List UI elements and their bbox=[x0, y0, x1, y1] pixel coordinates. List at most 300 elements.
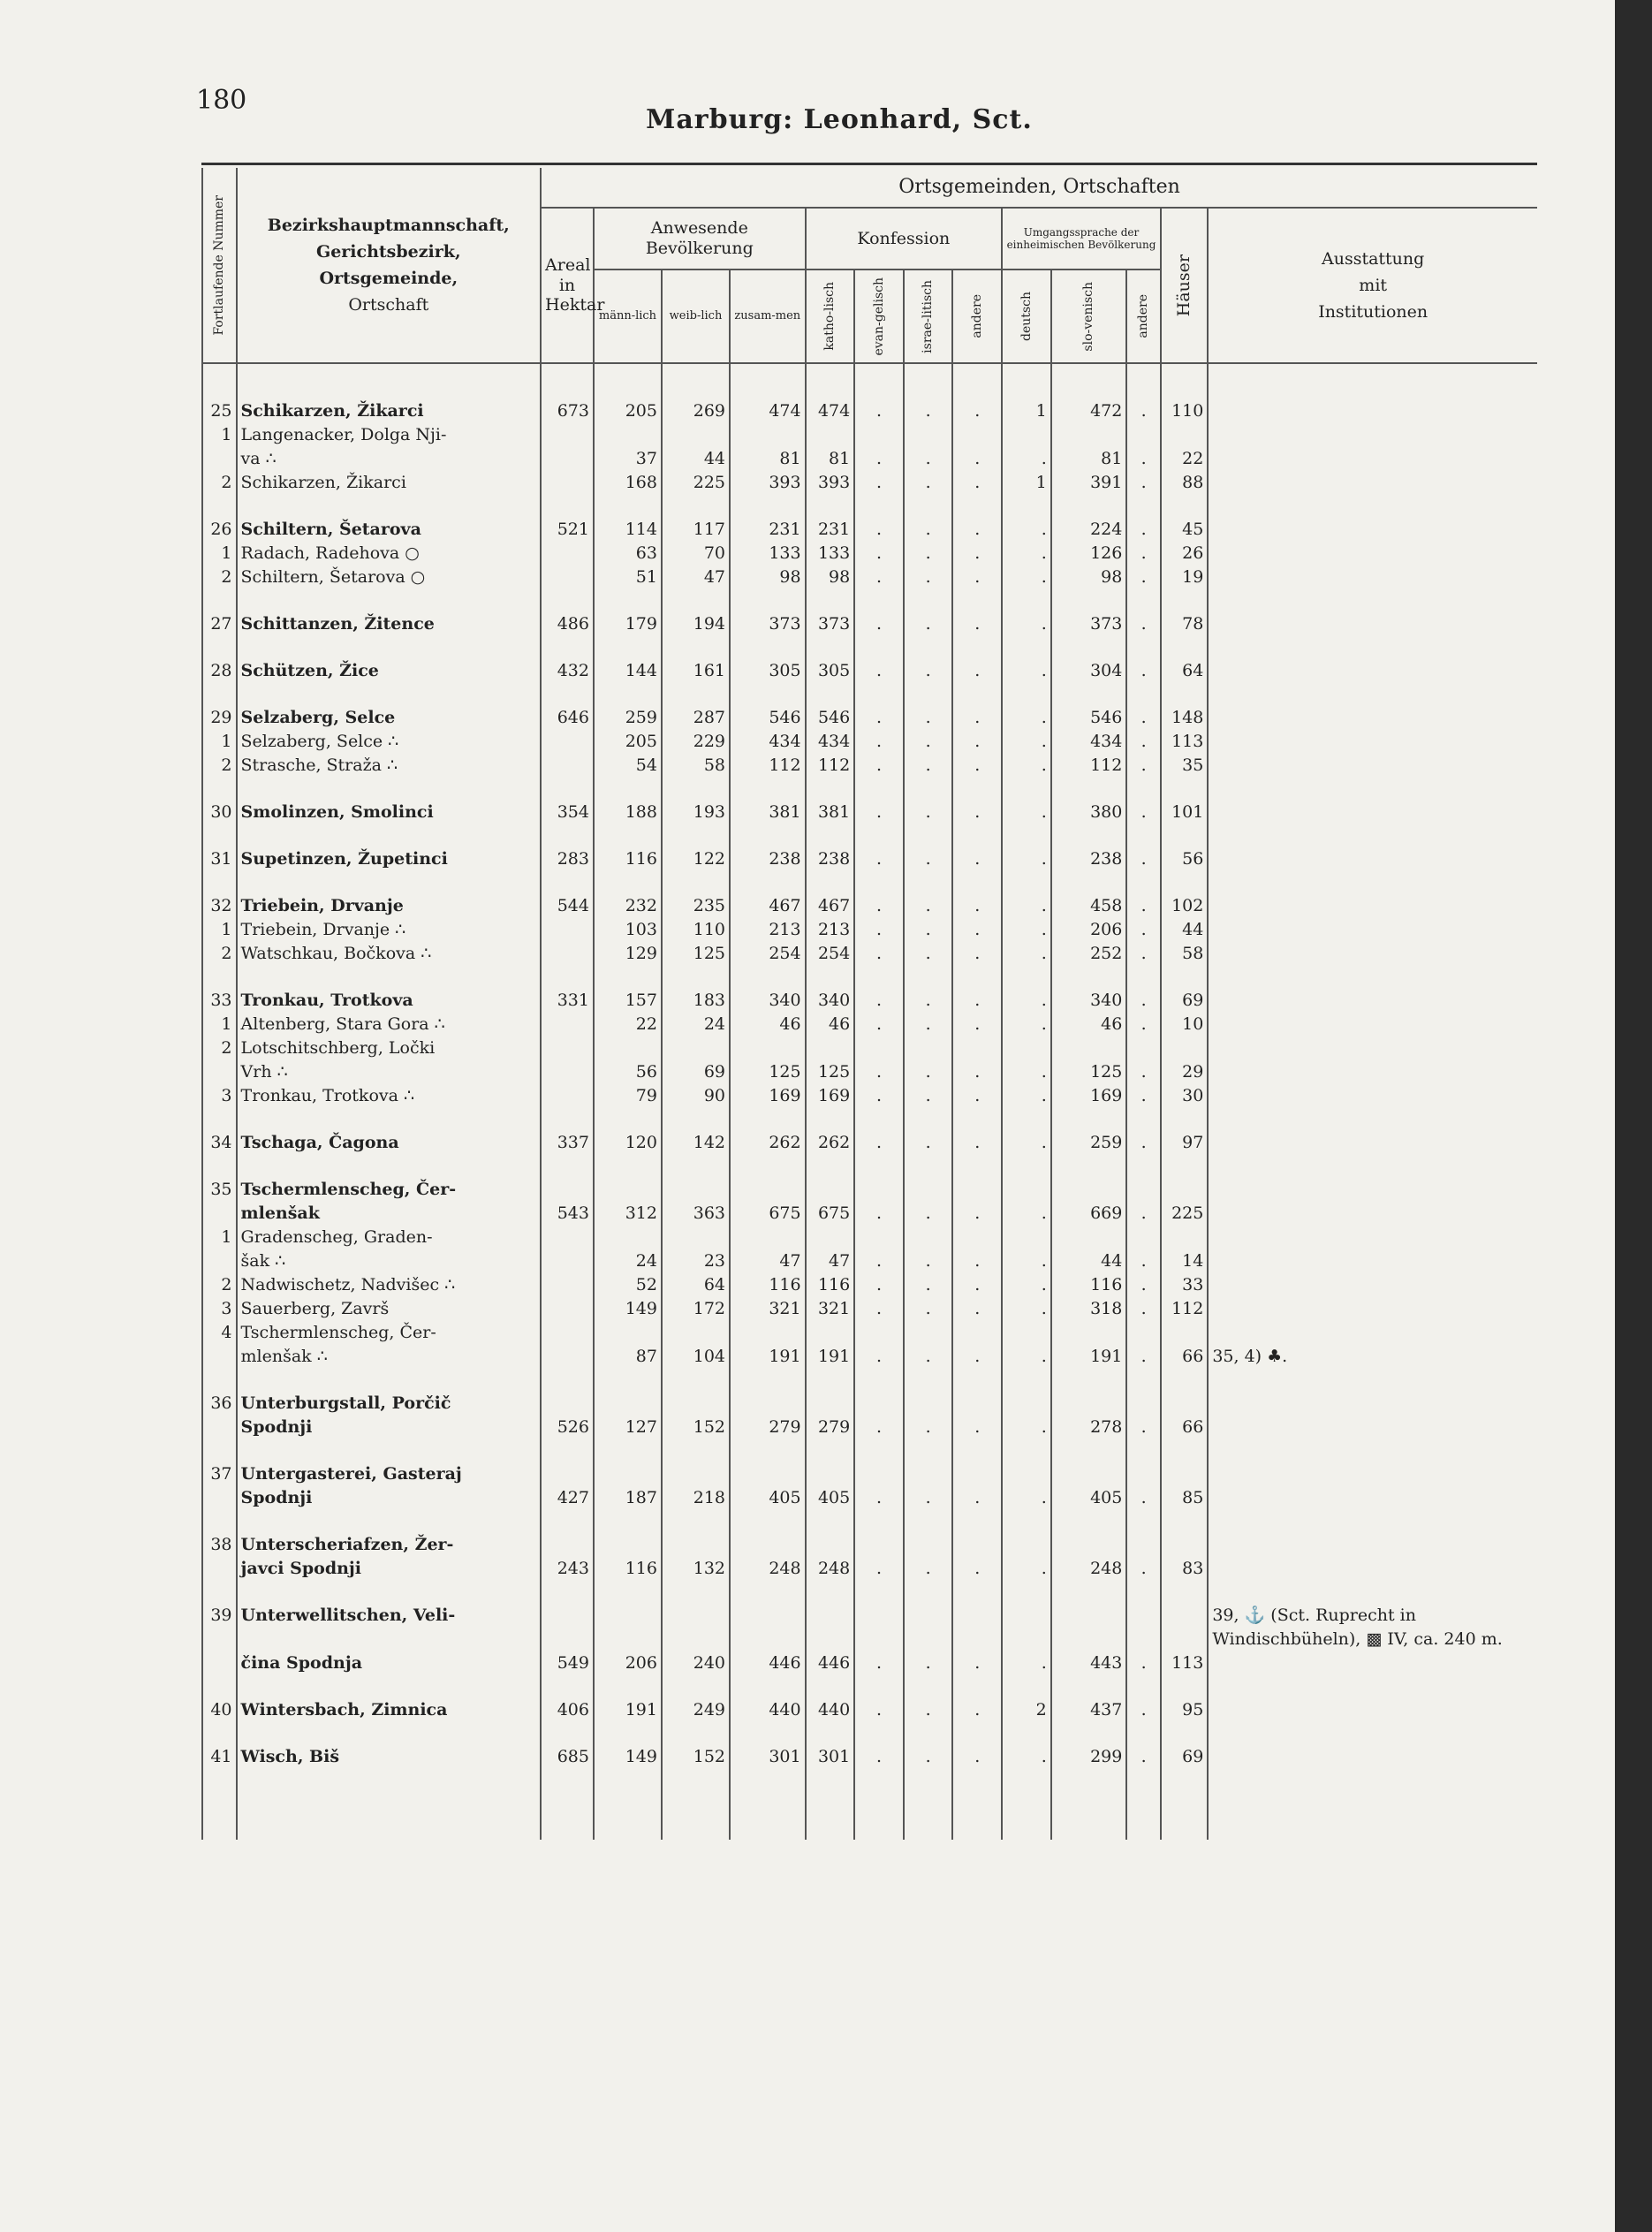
cell-e bbox=[854, 1392, 904, 1416]
cell-k: 116 bbox=[806, 1273, 855, 1297]
cell-m: 312 bbox=[594, 1202, 662, 1226]
cell-i: . bbox=[904, 1557, 953, 1581]
cell-n: 4 bbox=[202, 1321, 237, 1345]
cell-name: Spodnji bbox=[237, 1486, 542, 1510]
cell-z: 546 bbox=[730, 706, 806, 730]
cell-z bbox=[730, 1533, 806, 1557]
cell-ausstattung bbox=[1208, 1226, 1537, 1249]
cell-x: . bbox=[1126, 1273, 1161, 1297]
cell-name: Unterburgstall, Porčič bbox=[237, 1392, 542, 1416]
cell-e: . bbox=[854, 1557, 904, 1581]
cell-a bbox=[541, 1462, 594, 1486]
cell-x: . bbox=[1126, 399, 1161, 423]
table-row bbox=[202, 1249, 1537, 1273]
cell-z bbox=[730, 1178, 806, 1202]
table-row bbox=[202, 1178, 1537, 1202]
cell-e: . bbox=[854, 659, 904, 683]
cell-o bbox=[952, 1462, 1002, 1486]
cell-k: 47 bbox=[806, 1249, 855, 1273]
cell-k bbox=[806, 1533, 855, 1557]
cell-e bbox=[854, 1226, 904, 1249]
cell-i: . bbox=[904, 471, 953, 495]
cell-m: 24 bbox=[594, 1249, 662, 1273]
cell-w: 104 bbox=[662, 1345, 730, 1369]
cell-a: 673 bbox=[541, 399, 594, 423]
cell-ausstattung bbox=[1208, 730, 1537, 754]
cell-h: 10 bbox=[1161, 1013, 1208, 1036]
cell-o: . bbox=[952, 1416, 1002, 1439]
cell-name: Tschaga, Čagona bbox=[237, 1131, 542, 1155]
cell-e: . bbox=[854, 1486, 904, 1510]
cell-z: 46 bbox=[730, 1013, 806, 1036]
cell-m bbox=[594, 1604, 662, 1651]
cell-h bbox=[1161, 1178, 1208, 1202]
cell-h: 66 bbox=[1161, 1345, 1208, 1369]
cell-h: 102 bbox=[1161, 894, 1208, 918]
cell-o: . bbox=[952, 730, 1002, 754]
cell-d: . bbox=[1002, 989, 1051, 1013]
cell-h: 113 bbox=[1161, 730, 1208, 754]
col-evangelisch: evan-gelisch bbox=[854, 270, 904, 363]
cell-e: . bbox=[854, 918, 904, 942]
cell-o: . bbox=[952, 1745, 1002, 1769]
cell-w bbox=[662, 1604, 730, 1651]
cell-h: 29 bbox=[1161, 1060, 1208, 1084]
cell-x: . bbox=[1126, 801, 1161, 824]
cell-x: . bbox=[1126, 542, 1161, 566]
table-row bbox=[202, 471, 1537, 495]
cell-name: Schikarzen, Žikarci bbox=[237, 399, 542, 423]
cell-k: 279 bbox=[806, 1416, 855, 1439]
cell-m: 168 bbox=[594, 471, 662, 495]
cell-ausstattung bbox=[1208, 942, 1537, 966]
cell-a: 646 bbox=[541, 706, 594, 730]
cell-e: . bbox=[854, 399, 904, 423]
cell-ausstattung bbox=[1208, 1486, 1537, 1510]
cell-a bbox=[541, 918, 594, 942]
cell-h: 83 bbox=[1161, 1557, 1208, 1581]
cell-m: 187 bbox=[594, 1486, 662, 1510]
table-row bbox=[202, 542, 1537, 566]
cell-s bbox=[1051, 1604, 1127, 1651]
table-row bbox=[202, 659, 1537, 683]
cell-a: 549 bbox=[541, 1651, 594, 1675]
cell-d: . bbox=[1002, 1345, 1051, 1369]
col-israelitisch: israe-litisch bbox=[904, 270, 953, 363]
cell-z: 675 bbox=[730, 1202, 806, 1226]
cell-m bbox=[594, 1533, 662, 1557]
cell-w: 90 bbox=[662, 1084, 730, 1108]
cell-a bbox=[541, 542, 594, 566]
cell-ausstattung bbox=[1208, 399, 1537, 423]
cell-o: . bbox=[952, 542, 1002, 566]
cell-m: 37 bbox=[594, 447, 662, 471]
cell-d bbox=[1002, 1321, 1051, 1345]
cell-o: . bbox=[952, 1651, 1002, 1675]
cell-i bbox=[904, 1604, 953, 1651]
cell-name: čina Spodnja bbox=[237, 1651, 542, 1675]
cell-name: Tschermlenscheg, Čer- bbox=[237, 1178, 542, 1202]
cell-a bbox=[541, 1345, 594, 1369]
cell-s: 299 bbox=[1051, 1745, 1127, 1769]
cell-w: 69 bbox=[662, 1060, 730, 1084]
cell-k: 340 bbox=[806, 989, 855, 1013]
cell-d: . bbox=[1002, 730, 1051, 754]
cell-m bbox=[594, 1178, 662, 1202]
table-row bbox=[202, 1226, 1537, 1249]
cell-n: 36 bbox=[202, 1392, 237, 1416]
cell-z: 248 bbox=[730, 1557, 806, 1581]
table-row bbox=[202, 518, 1537, 542]
cell-i: . bbox=[904, 989, 953, 1013]
cell-name: mlenšak bbox=[237, 1202, 542, 1226]
cell-ausstattung bbox=[1208, 1013, 1537, 1036]
cell-o: . bbox=[952, 518, 1002, 542]
cell-ausstattung bbox=[1208, 1131, 1537, 1155]
running-head: Marburg: Leonhard, Sct. bbox=[646, 104, 1033, 135]
cell-z bbox=[730, 423, 806, 447]
table-row bbox=[202, 1745, 1537, 1769]
cell-name: Langenacker, Dolga Nji- bbox=[237, 423, 542, 447]
cell-s: 546 bbox=[1051, 706, 1127, 730]
cell-a bbox=[541, 1226, 594, 1249]
cell-m: 149 bbox=[594, 1297, 662, 1321]
cell-m: 127 bbox=[594, 1416, 662, 1439]
cell-d bbox=[1002, 1178, 1051, 1202]
cell-m: 191 bbox=[594, 1698, 662, 1722]
cell-k: 125 bbox=[806, 1060, 855, 1084]
cell-x bbox=[1126, 1036, 1161, 1060]
cell-e: . bbox=[854, 1745, 904, 1769]
cell-o bbox=[952, 1392, 1002, 1416]
cell-n bbox=[202, 447, 237, 471]
cell-a bbox=[541, 1392, 594, 1416]
cell-e: . bbox=[854, 847, 904, 871]
cell-a bbox=[541, 566, 594, 589]
cell-e bbox=[854, 1321, 904, 1345]
cell-s: 191 bbox=[1051, 1345, 1127, 1369]
cell-s bbox=[1051, 1036, 1127, 1060]
cell-w: 194 bbox=[662, 612, 730, 636]
table-row bbox=[202, 399, 1537, 423]
cell-name: Selzaberg, Selce ∴ bbox=[237, 730, 542, 754]
cell-o: . bbox=[952, 989, 1002, 1013]
cell-ausstattung bbox=[1208, 918, 1537, 942]
cell-w: 172 bbox=[662, 1297, 730, 1321]
cell-z: 191 bbox=[730, 1345, 806, 1369]
cell-o bbox=[952, 1036, 1002, 1060]
cell-a: 526 bbox=[541, 1416, 594, 1439]
cell-n: 2 bbox=[202, 1273, 237, 1297]
cell-m: 205 bbox=[594, 399, 662, 423]
cell-d bbox=[1002, 1462, 1051, 1486]
col-katholisch: katho-lisch bbox=[806, 270, 855, 363]
cell-h: 95 bbox=[1161, 1698, 1208, 1722]
cell-o bbox=[952, 1321, 1002, 1345]
cell-a: 283 bbox=[541, 847, 594, 871]
table-row bbox=[202, 1084, 1537, 1108]
cell-n: 25 bbox=[202, 399, 237, 423]
cell-z: 381 bbox=[730, 801, 806, 824]
cell-k bbox=[806, 1392, 855, 1416]
cell-ausstattung bbox=[1208, 1462, 1537, 1486]
cell-ausstattung bbox=[1208, 1273, 1537, 1297]
cell-k: 675 bbox=[806, 1202, 855, 1226]
cell-k: 381 bbox=[806, 801, 855, 824]
cell-o: . bbox=[952, 399, 1002, 423]
cell-m: 22 bbox=[594, 1013, 662, 1036]
cell-w: 122 bbox=[662, 847, 730, 871]
cell-o bbox=[952, 423, 1002, 447]
cell-h: 113 bbox=[1161, 1651, 1208, 1675]
cell-z: 467 bbox=[730, 894, 806, 918]
cell-n: 27 bbox=[202, 612, 237, 636]
cell-n: 37 bbox=[202, 1462, 237, 1486]
cell-o bbox=[952, 1178, 1002, 1202]
cell-o: . bbox=[952, 942, 1002, 966]
cell-x: . bbox=[1126, 1202, 1161, 1226]
cell-i: . bbox=[904, 1745, 953, 1769]
cell-name: Wisch, Biš bbox=[237, 1745, 542, 1769]
cell-i: . bbox=[904, 612, 953, 636]
cell-z: 305 bbox=[730, 659, 806, 683]
cell-n bbox=[202, 1249, 237, 1273]
cell-k: 169 bbox=[806, 1084, 855, 1108]
cell-w: 152 bbox=[662, 1745, 730, 1769]
cell-z: 116 bbox=[730, 1273, 806, 1297]
cell-n: 34 bbox=[202, 1131, 237, 1155]
cell-m: 232 bbox=[594, 894, 662, 918]
cell-w bbox=[662, 1036, 730, 1060]
cell-s: 380 bbox=[1051, 801, 1127, 824]
cell-d: 2 bbox=[1002, 1698, 1051, 1722]
cell-ausstattung bbox=[1208, 1745, 1537, 1769]
cell-x: . bbox=[1126, 447, 1161, 471]
cell-ausstattung bbox=[1208, 754, 1537, 778]
cell-s: 81 bbox=[1051, 447, 1127, 471]
cell-a: 685 bbox=[541, 1745, 594, 1769]
cell-w: 24 bbox=[662, 1013, 730, 1036]
cell-w: 125 bbox=[662, 942, 730, 966]
cell-n: 29 bbox=[202, 706, 237, 730]
cell-k bbox=[806, 1604, 855, 1651]
cell-e: . bbox=[854, 1202, 904, 1226]
cell-name: Strasche, Straža ∴ bbox=[237, 754, 542, 778]
cell-n: 39 bbox=[202, 1604, 237, 1651]
cell-x: . bbox=[1126, 754, 1161, 778]
table-row bbox=[202, 1273, 1537, 1297]
cell-d: . bbox=[1002, 894, 1051, 918]
cell-o bbox=[952, 1604, 1002, 1651]
cell-o: . bbox=[952, 471, 1002, 495]
table-row bbox=[202, 423, 1537, 447]
cell-h bbox=[1161, 1226, 1208, 1249]
cell-x: . bbox=[1126, 659, 1161, 683]
cell-i bbox=[904, 1392, 953, 1416]
cell-ausstattung bbox=[1208, 706, 1537, 730]
cell-x: . bbox=[1126, 1698, 1161, 1722]
cell-name: Nadwischetz, Nadvišec ∴ bbox=[237, 1273, 542, 1297]
statistics-table bbox=[201, 168, 1537, 1840]
cell-x bbox=[1126, 1604, 1161, 1651]
cell-m: 149 bbox=[594, 1745, 662, 1769]
cell-n: 31 bbox=[202, 847, 237, 871]
cell-m bbox=[594, 1321, 662, 1345]
cell-k: 248 bbox=[806, 1557, 855, 1581]
cell-ausstattung: 39, ⚓ (Sct. Ruprecht in Windischbüheln), ▩ IV, ca. 240 m. bbox=[1208, 1604, 1537, 1651]
cell-w: 152 bbox=[662, 1416, 730, 1439]
cell-i: . bbox=[904, 754, 953, 778]
cell-ausstattung bbox=[1208, 542, 1537, 566]
cell-s: 391 bbox=[1051, 471, 1127, 495]
cell-a bbox=[541, 1178, 594, 1202]
cell-k bbox=[806, 1226, 855, 1249]
cell-z: 231 bbox=[730, 518, 806, 542]
cell-s: 443 bbox=[1051, 1651, 1127, 1675]
cell-ausstattung bbox=[1208, 1557, 1537, 1581]
cell-h: 64 bbox=[1161, 659, 1208, 683]
cell-d: 1 bbox=[1002, 471, 1051, 495]
col-weiblich: weib-lich bbox=[662, 270, 730, 363]
cell-x: . bbox=[1126, 942, 1161, 966]
cell-z: 125 bbox=[730, 1060, 806, 1084]
cell-ausstattung bbox=[1208, 847, 1537, 871]
cell-w: 132 bbox=[662, 1557, 730, 1581]
cell-z: 169 bbox=[730, 1084, 806, 1108]
cell-z: 340 bbox=[730, 989, 806, 1013]
cell-ausstattung bbox=[1208, 1084, 1537, 1108]
cell-i: . bbox=[904, 847, 953, 871]
cell-e: . bbox=[854, 1273, 904, 1297]
table-row bbox=[202, 1321, 1537, 1345]
table-row bbox=[202, 612, 1537, 636]
cell-z: 440 bbox=[730, 1698, 806, 1722]
cell-name: mlenšak ∴ bbox=[237, 1345, 542, 1369]
cell-w: 240 bbox=[662, 1651, 730, 1675]
cell-i bbox=[904, 1321, 953, 1345]
cell-s: 669 bbox=[1051, 1202, 1127, 1226]
cell-h: 97 bbox=[1161, 1131, 1208, 1155]
cell-m: 259 bbox=[594, 706, 662, 730]
cell-n: 35 bbox=[202, 1178, 237, 1202]
cell-s: 206 bbox=[1051, 918, 1127, 942]
cell-a bbox=[541, 1249, 594, 1273]
cell-k: 133 bbox=[806, 542, 855, 566]
cell-a: 243 bbox=[541, 1557, 594, 1581]
cell-m: 188 bbox=[594, 801, 662, 824]
cell-w: 225 bbox=[662, 471, 730, 495]
cell-n bbox=[202, 1486, 237, 1510]
cell-d: . bbox=[1002, 1060, 1051, 1084]
cell-m: 205 bbox=[594, 730, 662, 754]
col-andere-konfession: andere bbox=[952, 270, 1002, 363]
cell-k: 405 bbox=[806, 1486, 855, 1510]
cell-m: 87 bbox=[594, 1345, 662, 1369]
cell-x: . bbox=[1126, 1745, 1161, 1769]
cell-ausstattung bbox=[1208, 1698, 1537, 1722]
cell-m: 206 bbox=[594, 1651, 662, 1675]
cell-m: 54 bbox=[594, 754, 662, 778]
cell-e bbox=[854, 1178, 904, 1202]
cell-x: . bbox=[1126, 989, 1161, 1013]
table-row bbox=[202, 1651, 1537, 1675]
cell-k: 321 bbox=[806, 1297, 855, 1321]
cell-m: 56 bbox=[594, 1060, 662, 1084]
cell-ausstattung bbox=[1208, 1060, 1537, 1084]
cell-k: 46 bbox=[806, 1013, 855, 1036]
cell-i: . bbox=[904, 706, 953, 730]
cell-d: . bbox=[1002, 1486, 1051, 1510]
cell-h bbox=[1161, 1462, 1208, 1486]
cell-x bbox=[1126, 1178, 1161, 1202]
cell-n: 1 bbox=[202, 730, 237, 754]
cell-x: . bbox=[1126, 1084, 1161, 1108]
cell-name: Tronkau, Trotkova ∴ bbox=[237, 1084, 542, 1108]
cell-o: . bbox=[952, 1131, 1002, 1155]
cell-k: 434 bbox=[806, 730, 855, 754]
cell-n bbox=[202, 1416, 237, 1439]
cell-w: 161 bbox=[662, 659, 730, 683]
cell-w: 110 bbox=[662, 918, 730, 942]
cell-name: Supetinzen, Župetinci bbox=[237, 847, 542, 871]
cell-a: 427 bbox=[541, 1486, 594, 1510]
col-slovenisch: slo-venisch bbox=[1051, 270, 1127, 363]
cell-h: 69 bbox=[1161, 989, 1208, 1013]
table-row bbox=[202, 1060, 1537, 1084]
table-row bbox=[202, 1462, 1537, 1486]
cell-name: Schiltern, Šetarova bbox=[237, 518, 542, 542]
cell-i: . bbox=[904, 1345, 953, 1369]
cell-z: 405 bbox=[730, 1486, 806, 1510]
cell-s: 98 bbox=[1051, 566, 1127, 589]
cell-ausstattung bbox=[1208, 471, 1537, 495]
cell-h: 66 bbox=[1161, 1416, 1208, 1439]
table-row bbox=[202, 1013, 1537, 1036]
cell-z: 446 bbox=[730, 1651, 806, 1675]
cell-m bbox=[594, 1462, 662, 1486]
cell-d: . bbox=[1002, 566, 1051, 589]
table-row bbox=[202, 894, 1537, 918]
cell-s: 169 bbox=[1051, 1084, 1127, 1108]
cell-x: . bbox=[1126, 1131, 1161, 1155]
cell-i: . bbox=[904, 1297, 953, 1321]
cell-n: 2 bbox=[202, 754, 237, 778]
cell-s: 252 bbox=[1051, 942, 1127, 966]
cell-o: . bbox=[952, 1273, 1002, 1297]
cell-z bbox=[730, 1321, 806, 1345]
cell-a: 354 bbox=[541, 801, 594, 824]
cell-i bbox=[904, 1036, 953, 1060]
cell-n: 2 bbox=[202, 1036, 237, 1060]
cell-i: . bbox=[904, 942, 953, 966]
table-row bbox=[202, 706, 1537, 730]
cell-x: . bbox=[1126, 1345, 1161, 1369]
cell-name: Triebein, Drvanje ∴ bbox=[237, 918, 542, 942]
cell-z: 238 bbox=[730, 847, 806, 871]
cell-i: . bbox=[904, 730, 953, 754]
cell-n: 30 bbox=[202, 801, 237, 824]
cell-name: Vrh ∴ bbox=[237, 1060, 542, 1084]
cell-w bbox=[662, 1462, 730, 1486]
cell-h: 19 bbox=[1161, 566, 1208, 589]
cell-k bbox=[806, 1462, 855, 1486]
table-row bbox=[202, 730, 1537, 754]
cell-o: . bbox=[952, 447, 1002, 471]
cell-e: . bbox=[854, 1013, 904, 1036]
cell-a: 406 bbox=[541, 1698, 594, 1722]
cell-ausstattung bbox=[1208, 1392, 1537, 1416]
cell-a bbox=[541, 1013, 594, 1036]
